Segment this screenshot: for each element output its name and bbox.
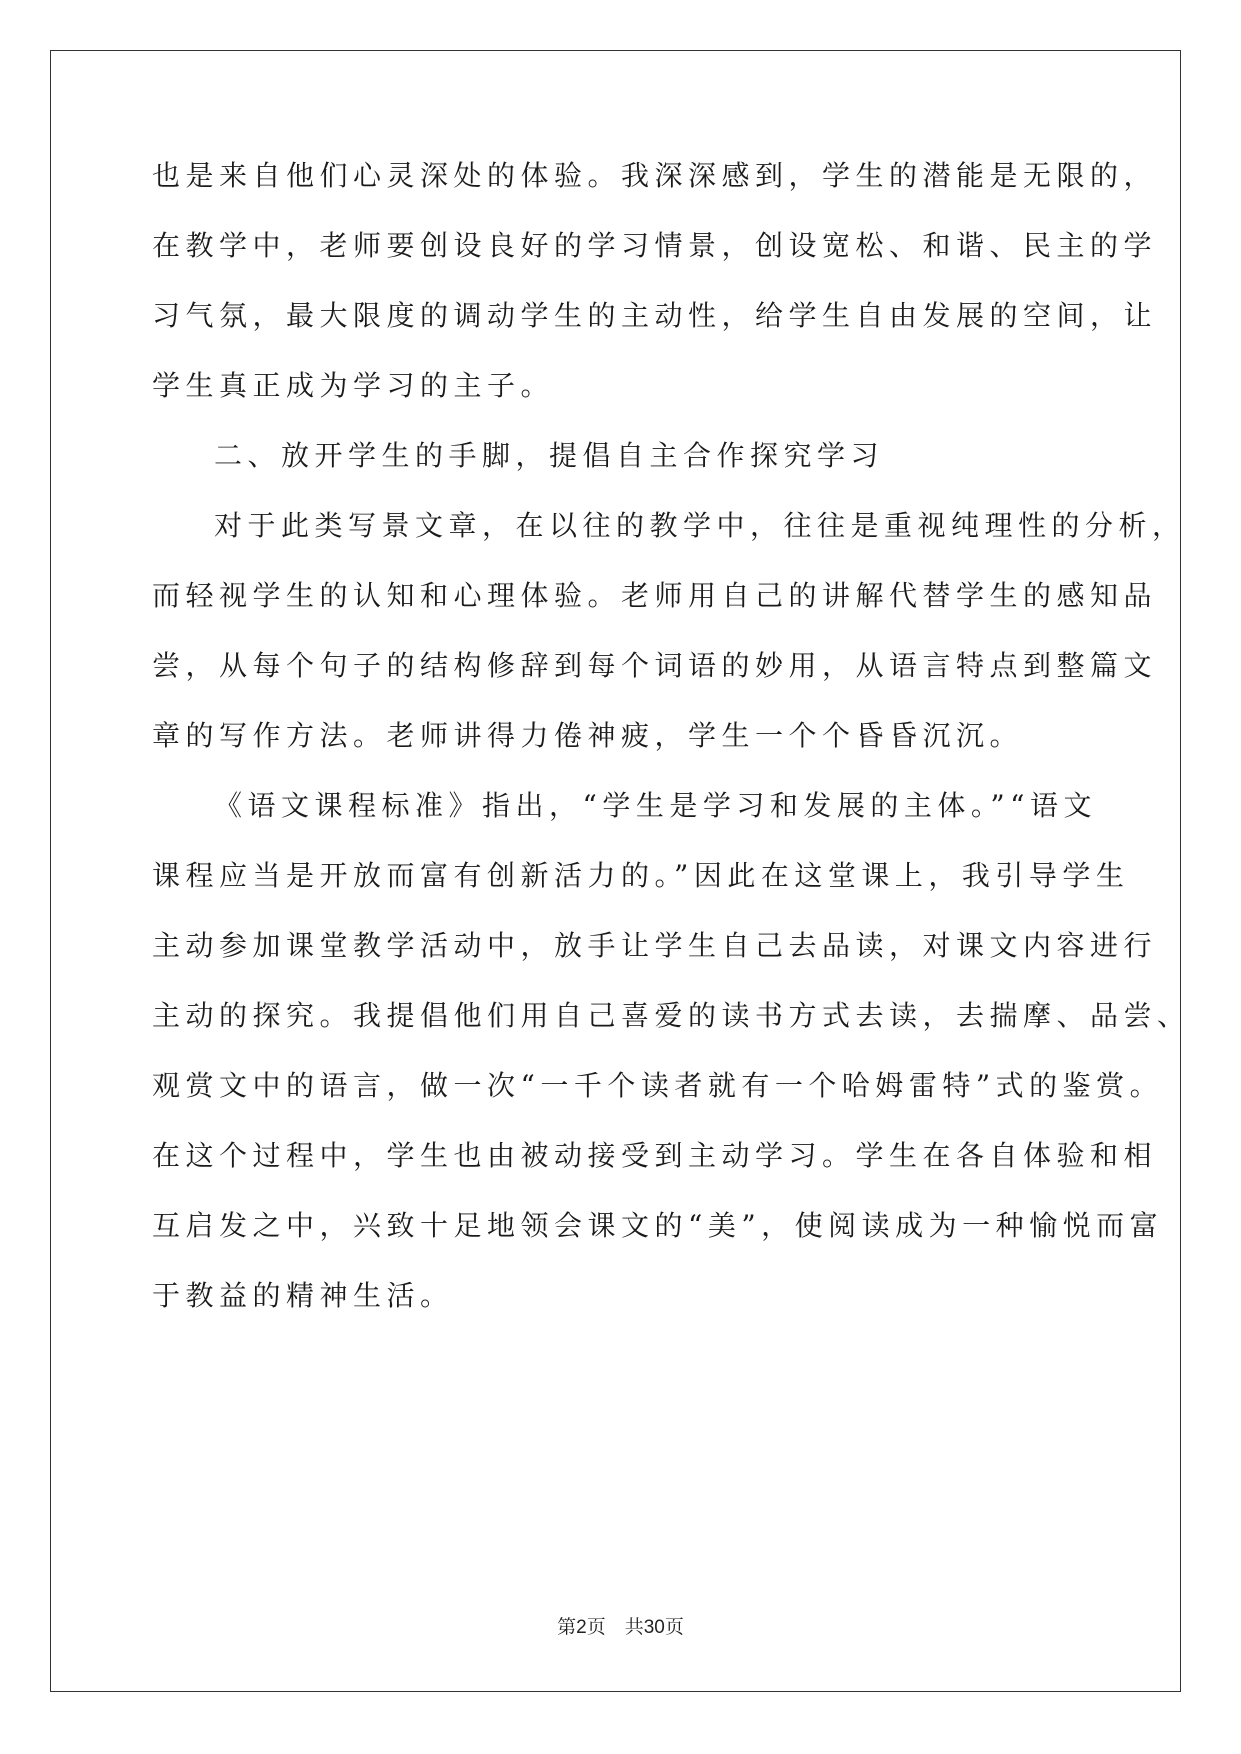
text-line: 也是来自他们心灵深处的体验。我深深感到，学生的潜能是无限的， [152, 159, 1158, 192]
text-line: 于教益的精神生活。 [152, 1279, 454, 1312]
text-line: 章的写作方法。老师讲得力倦神疲，学生一个个昏昏沉沉。 [152, 719, 1024, 752]
total-pages-number: 30 [643, 1617, 665, 1638]
footer-suffix: 页 [664, 1617, 684, 1638]
text-line: 对于此类写景文章，在以往的教学中，往往是重视纯理性的分析， [214, 509, 1186, 542]
section-heading: 二、放开学生的手脚，提倡自主合作探究学习 [214, 439, 885, 472]
text-line: 学生真正成为学习的主子。 [152, 369, 555, 402]
text-line: 而轻视学生的认知和心理体验。老师用自己的讲解代替学生的感知品 [152, 579, 1158, 612]
text-line: 观赏文中的语言，做一次“一千个读者就有一个哈姆雷特”式的鉴赏。 [152, 1069, 1164, 1102]
text-line: 在这个过程中，学生也由被动接受到主动学习。学生在各自体验和相 [152, 1139, 1158, 1172]
text-line: 习气氛，最大限度的调动学生的主动性，给学生自由发展的空间，让 [152, 299, 1158, 332]
text-line: 课程应当是开放而富有创新活力的。”因此在这堂课上，我引导学生 [152, 859, 1130, 892]
page-number-footer [0, 1612, 1241, 1639]
footer-prefix: 第 [557, 1617, 577, 1638]
text-line: 《语文课程标准》指出，“学生是学习和发展的主体。”“语文 [214, 789, 1097, 822]
text-line: 主动参加课堂教学活动中，放手让学生自己去品读，对课文内容进行 [152, 929, 1158, 962]
text-line: 尝，从每个句子的结构修辞到每个词语的妙用，从语言特点到整篇文 [152, 649, 1158, 682]
text-line: 主动的探究。我提倡他们用自己喜爱的读书方式去读，去揣摩、品尝、 [152, 999, 1191, 1032]
text-line: 互启发之中，兴致十足地领会课文的“美”，使阅读成为一种愉悦而富 [152, 1209, 1164, 1242]
text-line: 在教学中，老师要创设良好的学习情景，创设宽松、和谐、民主的学 [152, 229, 1158, 262]
current-page-number: 2 [576, 1617, 587, 1638]
footer-middle: 页 共 [586, 1617, 644, 1638]
